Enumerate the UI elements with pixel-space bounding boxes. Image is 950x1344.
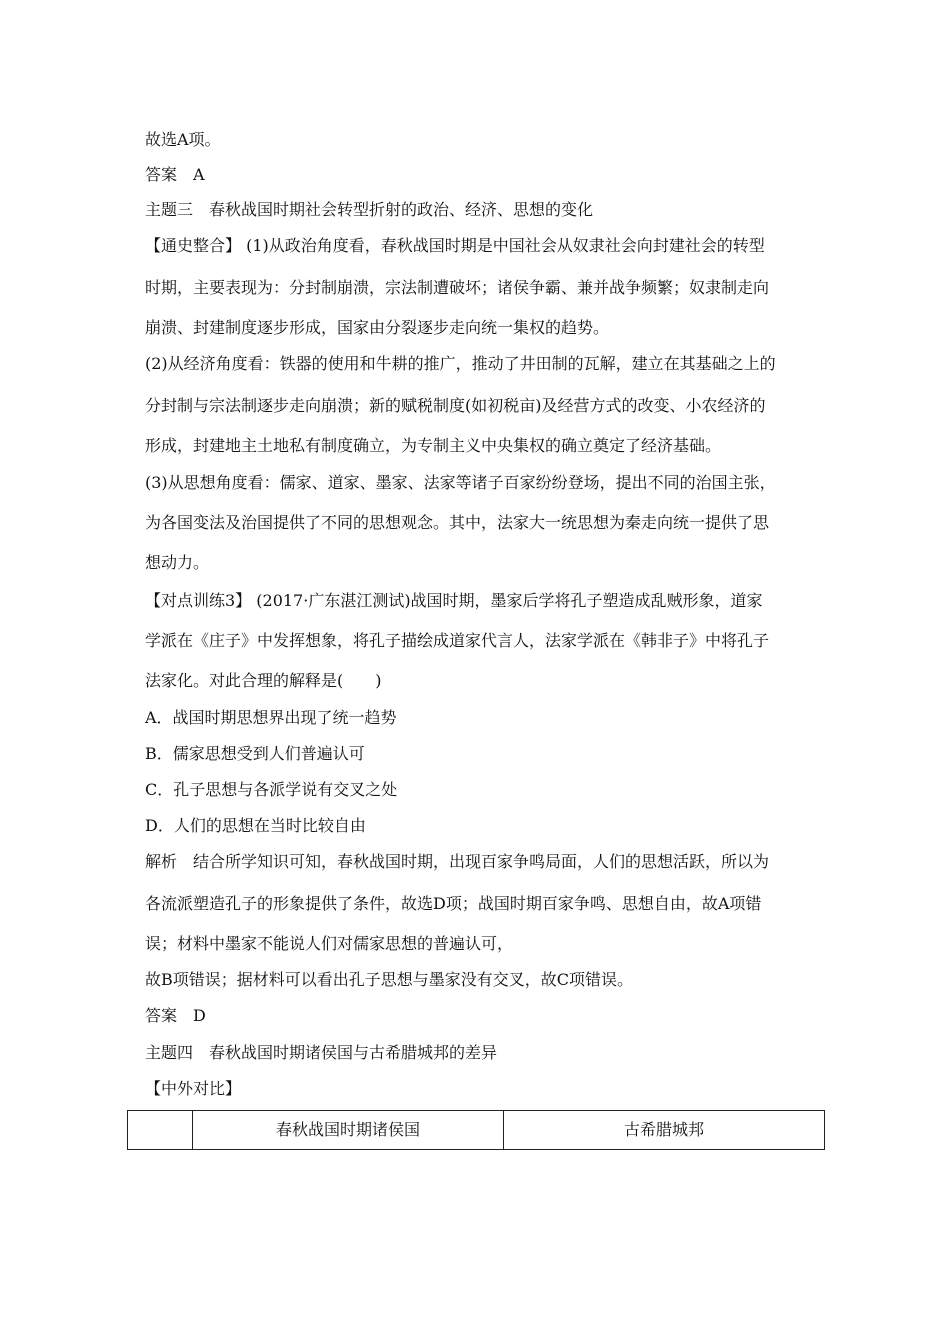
text-line: 【中外对比】 xyxy=(145,1079,242,1098)
text-line: 时期，主要表现为：分封制崩溃，宗法制遭破坏；诸侯争霸、兼并战争频繁；奴隶制走向 xyxy=(145,278,770,297)
text-line: 各流派塑造孔子的形象提供了条件，故选D项；战国时期百家争鸣、思想自由，故A项错 xyxy=(145,894,762,913)
section-heading: 主题四 春秋战国时期诸侯国与古希腊城邦的差异 xyxy=(145,1043,498,1062)
text-line: 想动力。 xyxy=(145,553,210,572)
text-line: 误；材料中墨家不能说人们对儒家思想的普遍认可， xyxy=(145,934,514,953)
text-line: (2)从经济角度看：铁器的使用和牛耕的推广，推动了井田制的瓦解，建立在其基础之上的 xyxy=(145,354,776,373)
text-line: 崩溃、封建制度逐步形成，国家由分裂逐步走向统一集权的趋势。 xyxy=(145,318,610,337)
text-line: 故B项错误；据材料可以看出孔子思想与墨家没有交叉，故C项错误。 xyxy=(145,970,634,989)
text-line: 为各国变法及治国提供了不同的思想观念。其中，法家大一统思想为秦走向统一提供了思 xyxy=(145,513,770,532)
option-d: D．人们的思想在当时比较自由 xyxy=(145,816,366,835)
text-line: (3)从思想角度看：儒家、道家、墨家、法家等诸子百家纷纷登场，提出不同的治国主张， xyxy=(145,473,776,492)
text-line: 学派在《庄子》中发挥想象，将孔子描绘成道家代言人，法家学派在《韩非子》中将孔子 xyxy=(145,631,770,650)
text-line: 【通史整合】 (1)从政治角度看，春秋战国时期是中国社会从奴隶社会向封建社会的转型 xyxy=(145,236,765,255)
question-stem: 法家化。对此合理的解释是( ) xyxy=(145,671,382,690)
option-a: A．战国时期思想界出现了统一趋势 xyxy=(145,708,397,727)
comparison-table xyxy=(127,1110,825,1150)
table-header-cell: 春秋战国时期诸侯国 xyxy=(193,1111,504,1150)
text-line: 【对点训练3】 (2017·广东湛江测试)战国时期，墨家后学将孔子塑造成乱贼形象，道家 xyxy=(145,591,763,610)
table-header-cell xyxy=(128,1111,193,1150)
table-header-cell: 古希腊城邦 xyxy=(504,1111,825,1150)
text-line: 解析 结合所学知识可知，春秋战国时期，出现百家争鸣局面，人们的思想活跃，所以为 xyxy=(145,852,770,871)
answer-line: 答案 A xyxy=(145,165,205,184)
text-line: 故选A项。 xyxy=(145,130,221,149)
option-b: B．儒家思想受到人们普遍认可 xyxy=(145,744,365,763)
answer-line: 答案 D xyxy=(145,1006,206,1025)
section-heading: 主题三 春秋战国时期社会转型折射的政治、经济、思想的变化 xyxy=(145,200,594,219)
text-line: 形成，封建地主土地私有制度确立，为专制主义中央集权的确立奠定了经济基础。 xyxy=(145,436,722,455)
option-c: C．孔子思想与各派学说有交叉之处 xyxy=(145,780,398,799)
text-line: 分封制与宗法制逐步走向崩溃；新的赋税制度(如初税亩)及经营方式的改变、小农经济的 xyxy=(145,396,766,415)
table-header-row xyxy=(128,1111,825,1150)
